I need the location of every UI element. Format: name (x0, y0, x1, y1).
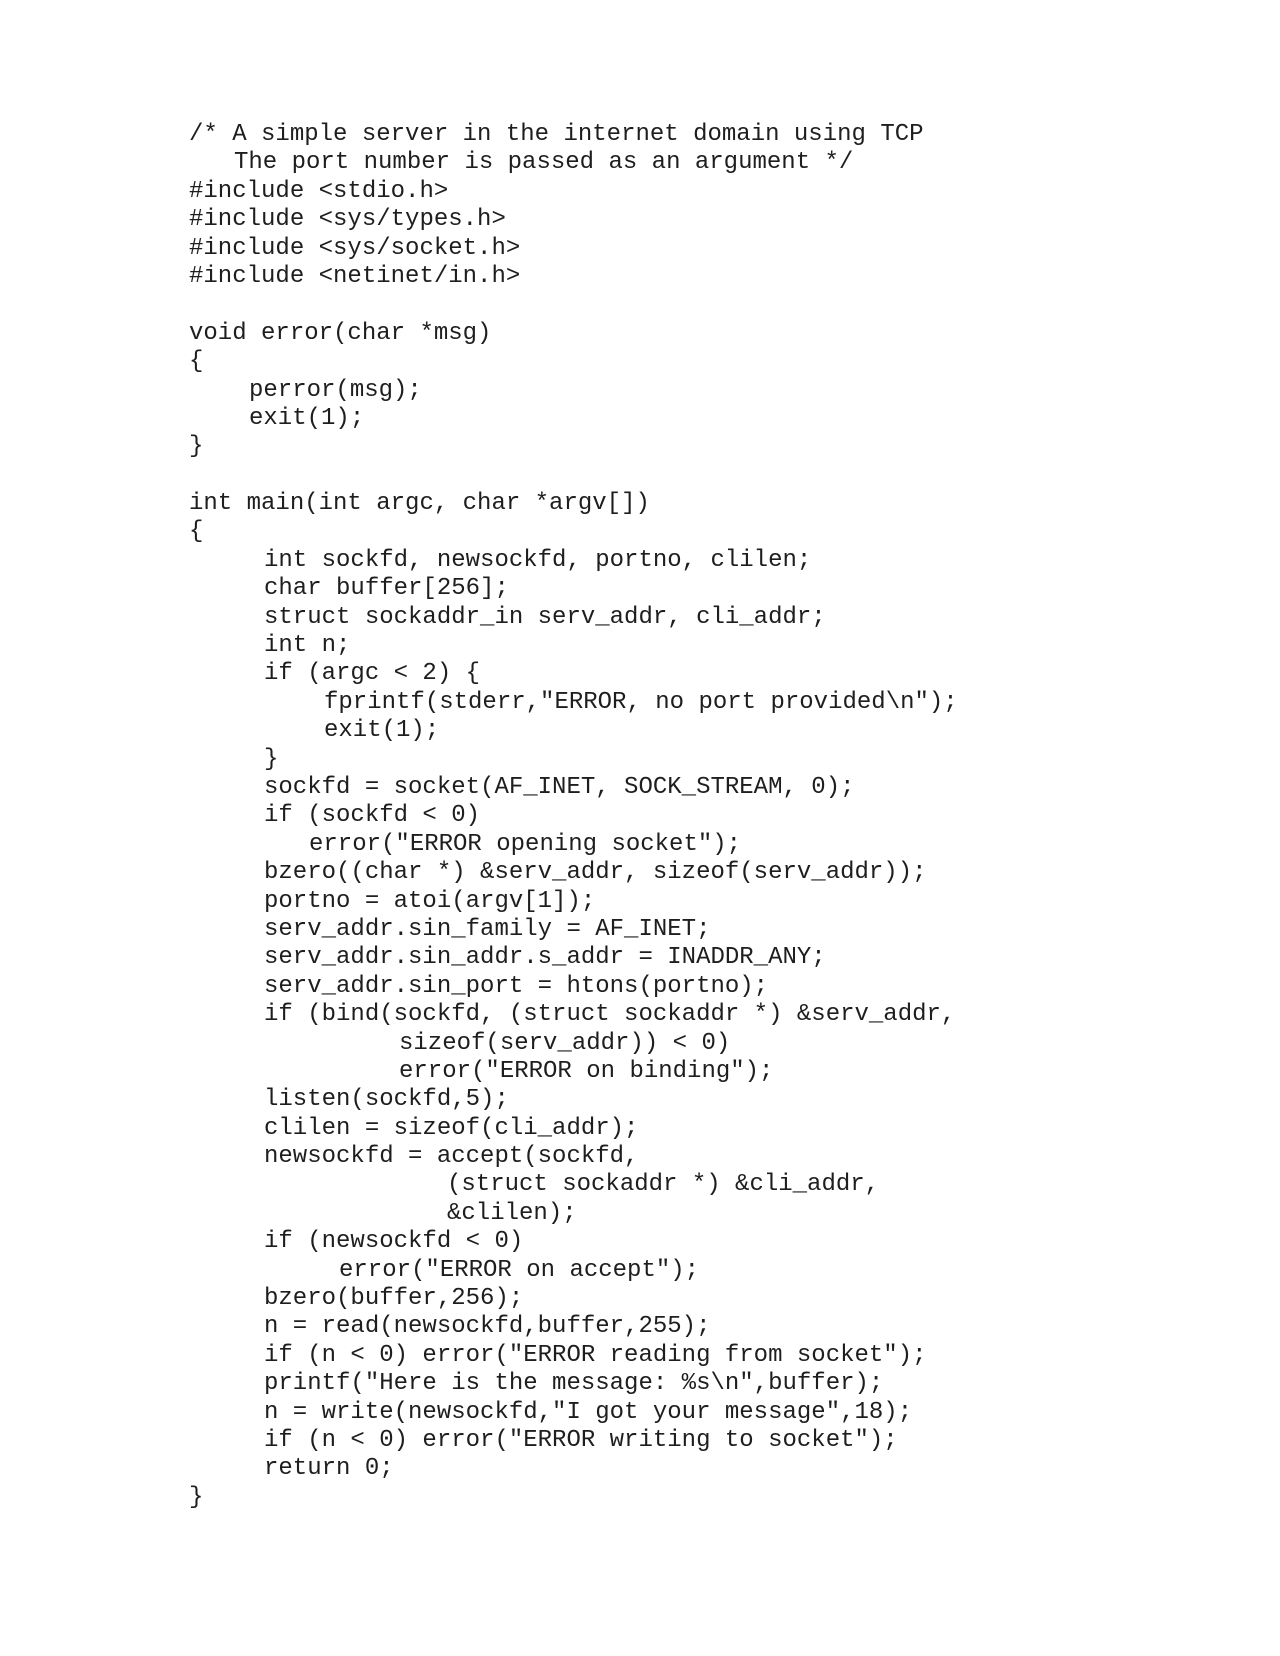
code-line: fprintf(stderr,"ERROR, no port provided\n"); (324, 688, 958, 716)
code-line: exit(1); (324, 717, 440, 745)
code-line: n = write(newsockfd,"I got your message",18); (264, 1398, 913, 1426)
code-line: if (bind(sockfd, (struct sockaddr *) &serv_addr, (264, 1001, 956, 1029)
code-line: } (264, 745, 279, 773)
blank-line (0, 462, 1280, 490)
code-line: serv_addr.sin_port = htons(portno); (264, 972, 769, 1000)
code-line: #include <stdio.h> (189, 177, 449, 205)
blank-line (0, 291, 1280, 319)
code-line: The port number is passed as an argument */ (234, 149, 854, 177)
code-line: return 0; (264, 1455, 394, 1483)
code-line: #include <sys/socket.h> (189, 234, 521, 262)
code-line: bzero((char *) &serv_addr, sizeof(serv_addr)); (264, 859, 927, 887)
code-line: sockfd = socket(AF_INET, SOCK_STREAM, 0); (264, 773, 855, 801)
code-line: int main(int argc, char *argv[]) (189, 490, 650, 518)
code-line: error("ERROR on accept"); (339, 1256, 700, 1284)
code-line: if (n < 0) error("ERROR reading from socket"); (264, 1341, 927, 1369)
code-line: portno = atoi(argv[1]); (264, 887, 596, 915)
code-line: perror(msg); (249, 376, 422, 404)
code-line: clilen = sizeof(cli_addr); (264, 1114, 639, 1142)
code-line: bzero(buffer,256); (264, 1285, 524, 1313)
code-line: #include <netinet/in.h> (189, 262, 521, 290)
code-line: if (n < 0) error("ERROR writing to socket"); (264, 1426, 898, 1454)
code-line: if (argc < 2) { (264, 660, 481, 688)
code-line: #include <sys/types.h> (189, 206, 506, 234)
code-line: struct sockaddr_in serv_addr, cli_addr; (264, 603, 826, 631)
code-line: } (189, 433, 204, 461)
code-line: } (189, 1483, 204, 1511)
code-line: (struct sockaddr *) &cli_addr, (447, 1171, 880, 1199)
code-line: int n; (264, 632, 351, 660)
code-line: n = read(newsockfd,buffer,255); (264, 1313, 711, 1341)
code-line: { (189, 348, 204, 376)
code-line: newsockfd = accept(sockfd, (264, 1143, 639, 1171)
code-line: if (newsockfd < 0) (264, 1228, 524, 1256)
code-line: &clilen); (447, 1199, 577, 1227)
code-line: printf("Here is the message: %s\n",buffer); (264, 1370, 884, 1398)
code-line: if (sockfd < 0) (264, 802, 481, 830)
code-line: { (189, 518, 204, 546)
code-line: /* A simple server in the internet domain using TCP (189, 121, 924, 148)
code-line: serv_addr.sin_addr.s_addr = INADDR_ANY; (264, 944, 826, 972)
code-line: exit(1); (249, 404, 365, 432)
code-line: char buffer[256]; (264, 575, 509, 603)
source-code-listing (0, 121, 1280, 1512)
code-line: error("ERROR opening socket"); (309, 830, 742, 858)
code-line: error("ERROR on binding"); (399, 1057, 774, 1085)
code-line: int sockfd, newsockfd, portno, clilen; (264, 546, 812, 574)
code-line: listen(sockfd,5); (264, 1086, 509, 1114)
code-line: serv_addr.sin_family = AF_INET; (264, 915, 711, 943)
code-line: sizeof(serv_addr)) < 0) (399, 1029, 731, 1057)
code-line: void error(char *msg) (189, 319, 492, 347)
